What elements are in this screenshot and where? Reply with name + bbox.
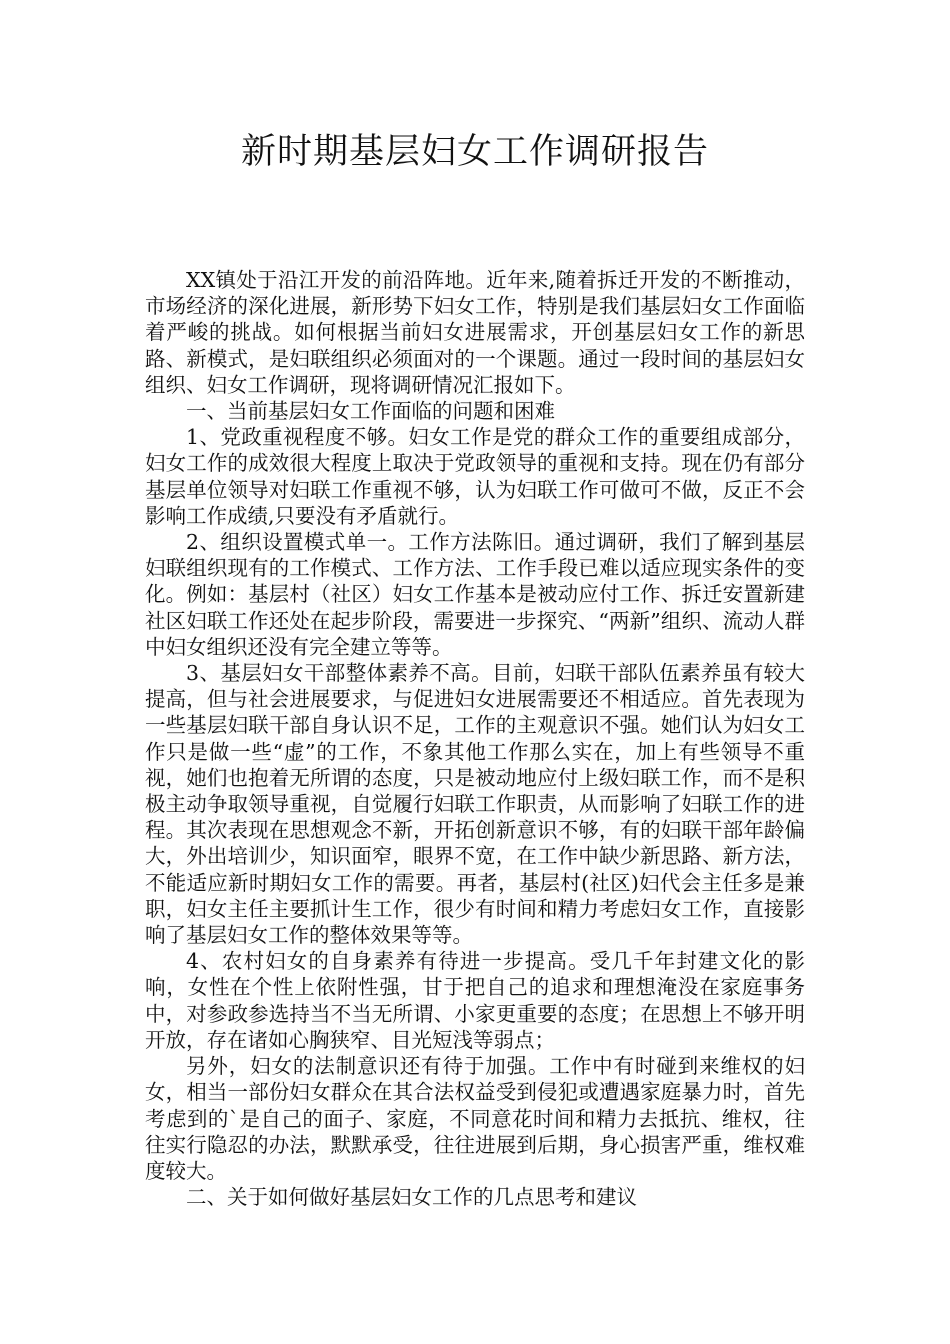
section-heading-2: 二、关于如何做好基层妇女工作的几点思考和建议 — [186, 1185, 637, 1210]
paragraph-point-4: 4、农村妇女的自身素养有待进一步提高。受几千年封建文化的影响，女性在个性上依附性强，甘于把自己的追求和理想淹没在家庭事务中，对参政参选持当不当无所谓、小家更重要的态度；在思想上不够开明开放，存在诸如心胸狭窄、目光短浅等弱点； — [145, 949, 805, 1052]
paragraph-point-2: 2、组织设置模式单一。工作方法陈旧。通过调研，我们了解到基层妇联组织现有的工作模式、工作方法、工作手段已难以适应现实条件的变化。例如：基层村（社区）妇女工作基本是被动应付工作、拆迁安置新建社区妇联工作还处在起步阶段，需要进一步探究、“两新”组织、流动人群中妇女组织还没有完全建立等等。 — [145, 530, 805, 659]
paragraph-point-3: 3、基层妇女干部整体素养不高。目前，妇联干部队伍素养虽有较大提高，但与社会进展要求，与促进妇女进展需要还不相适应。首先表现为一些基层妇联干部自身认识不足，工作的主观意识不强。她们认为妇女工作只是做一些“虚”的工作，不象其他工作那么实在，加上有些领导不重视，她们也抱着无所谓的态度，只是被动地应付上级妇联工作，而不是积极主动争取领导重视，自觉履行妇联工作职责，从而影响了妇联工作的进程。其次表现在思想观念不新，开拓创新意识不够，有的妇联干部年龄偏大，外出培训少，知识面窄，眼界不宽，在工作中缺少新思路、新方法，不能适应新时期妇女工作的需要。再者，基层村(社区)妇代会主任多是兼职，妇女主任主要抓计生工作，很少有时间和精力考虑妇女工作，直接影响了基层妇女工作的整体效果等等。 — [145, 661, 805, 948]
paragraph-intro: XX镇处于沿江开发的前沿阵地。近年来,随着拆迁开发的不断推动，市场经济的深化进展，新形势下妇女工作，特别是我们基层妇女工作面临着严峻的挑战。如何根据当前妇女进展需求，开创基层妇女工作的新思路、新模式，是妇联组织必须面对的一个课题。通过一段时间的基层妇女组织、妇女工作调研，现将调研情况汇报如下。 — [145, 268, 805, 397]
paragraph-legal-awareness: 另外，妇女的法制意识还有待于加强。工作中有时碰到来维权的妇女，相当一部份妇女群众在其合法权益受到侵犯或遭遇家庭暴力时，首先考虑到的`是自己的面子、家庭，不同意花时间和精力去抵抗、维权，往往实行隐忍的办法，默默承受，往往进展到后期，身心损害严重，维权难度较大。 — [145, 1054, 805, 1183]
document-body — [145, 267, 805, 1210]
document-title: 新时期基层妇女工作调研报告 — [240, 132, 709, 172]
paragraph-point-1: 1、党政重视程度不够。妇女工作是党的群众工作的重要组成部分，妇女工作的成效很大程度上取决于党政领导的重视和支持。现在仍有部分基层单位领导对妇联工作重视不够，认为妇联工作可做可不做，反正不会影响工作成绩,只要没有矛盾就行。 — [145, 425, 805, 528]
section-heading-1: 一、当前基层妇女工作面临的问题和困难 — [186, 399, 555, 424]
